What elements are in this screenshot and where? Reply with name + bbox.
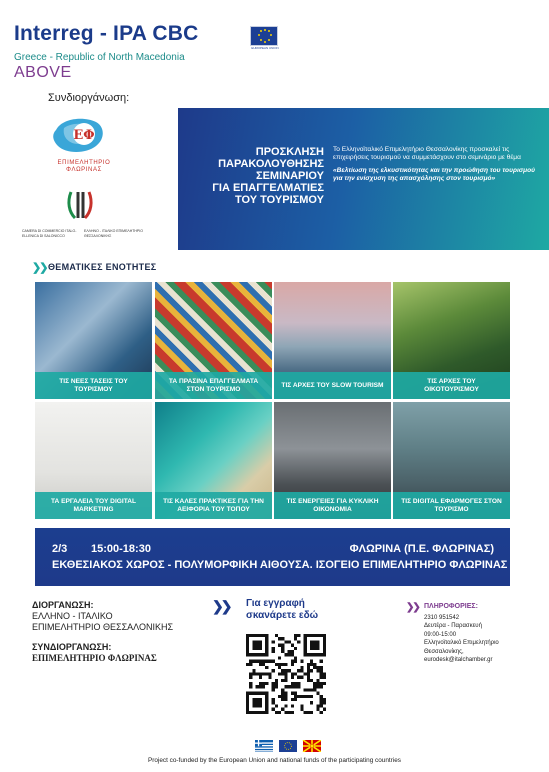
eu-flag-icon [250, 26, 278, 46]
info-days: Δευτέρα - Παρασκευή [424, 623, 482, 630]
banner-body-text: Το Ελληνοϊταλικό Επιμελητήριο Θεσσαλονίκης προσκαλεί τις επιχειρήσεις τουρισμού να συμμετάσχουν στο σεμινάριο με θέμα [333, 146, 521, 161]
topic-tile [274, 282, 391, 399]
chevrons-icon: ❯❯ [406, 602, 419, 613]
topic-caption: ΤΙΣ ΑΡΧΕΣ ΤΟΥ ΟΙΚΟΤΟΥΡΙΣΜΟΥ [393, 372, 510, 399]
banner-quote: «Βελτίωση της ελκυστικότητας και την προώθηση του τουρισμού για την ενίσχυση της απασχόλησης στον τουρισμό» [333, 167, 536, 182]
topic-caption: ΤΙΣ ΑΡΧΕΣ ΤΟΥ SLOW TOURISM [274, 372, 391, 399]
banner-title-line: ΓΙΑ ΕΠΑΓΓΕΛΜΑΤΙΕΣ [212, 182, 324, 194]
topic-tile [155, 282, 272, 399]
organization-line: ΕΠΙΜΕΛΗΤΗΡΙΟ ΘΕΣΣΑΛΟΝΙΚΗΣ [32, 622, 174, 632]
topic-caption: ΤΙΣ ΝΕΕΣ ΤΑΣΕΙΣ ΤΟΥ ΤΟΥΡΙΣΜΟΥ [35, 372, 152, 399]
topic-tile [35, 282, 152, 399]
topic-caption: ΤΑ ΠΡΑΣΙΝΑ ΕΠΑΓΓΕΛΜΑΤΑ ΣΤΟΝ ΤΟΥΡΙΣΜΟ [155, 372, 272, 399]
topic-caption: ΤΙΣ ΕΝΕΡΓΕΙΕΣ ΓΙΑ ΚΥΚΛΙΚΗ ΟΙΚΟΝΟΜΙΑ [274, 492, 391, 519]
banner-title-line: ΠΑΡΑΚΟΛΟΥΘΗΣΗΣ [218, 158, 324, 170]
registration-text: σκανάρετε εδώ [246, 610, 319, 621]
topic-tile [35, 402, 152, 519]
banner-title-line: ΤΟΥ ΤΟΥΡΙΣΜΟΥ [234, 194, 324, 206]
co-organization-label-bottom: ΣΥΝΔΙΟΡΓΑΝΩΣΗ: [32, 642, 112, 652]
info-email[interactable]: eurodesk@italchamber.gr [424, 657, 493, 664]
chamber-name-line1: ΕΠΙΜΕΛΗΤΗΡΙΟ [57, 160, 111, 166]
svg-text:ΕΦ: ΕΦ [73, 128, 95, 143]
info-block [424, 614, 534, 664]
invitation-banner [178, 108, 549, 250]
event-bar [35, 528, 510, 586]
topic-tile [393, 402, 510, 519]
topic-tile [155, 402, 272, 519]
brand-above: ABOVE [14, 64, 72, 81]
eu-caption: EUROPEAN UNION [251, 46, 279, 50]
greece-flag-icon [255, 740, 273, 752]
event-venue: ΕΚΘΕΣΙΑΚΟΣ ΧΩΡΟΣ - ΠΟΛΥΜΟΡΦΙΚΗ ΑΙΘΟΥΣΑ. ΙΣΟΓΕΙΟ ΕΠΙΜΕΛΗΤΗΡΙΟ ΦΛΩΡΙΝΑΣ [52, 559, 508, 571]
brand-subtitle: Greece - Republic of North Macedonia [14, 52, 185, 63]
topic-caption: ΤΑ ΕΡΓΑΛΕΙΑ ΤΟΥ DIGITAL MARKETING [35, 492, 152, 519]
brand-title: Interreg - IPA CBC [14, 22, 199, 45]
event-time: 15:00-18:30 [91, 543, 151, 555]
registration-text: Για εγγραφή [246, 598, 305, 609]
north-macedonia-flag-icon [303, 740, 321, 752]
event-city: ΦΛΩΡΙΝΑ (Π.Ε. ΦΛΩΡΙΝΑΣ) [349, 543, 494, 555]
banner-title-line: ΣΕΜΙΝΑΡΙΟΥ [255, 170, 324, 182]
italian-chamber-name-it: CAMERA DI COMMERCIO ITALO-ELLENICA DI SALONICCO [22, 229, 77, 238]
info-org: Ελληνοϊταλικό Επιμελητήριο [424, 640, 499, 647]
info-city: Θεσσαλονίκης, [424, 648, 464, 655]
topic-tile [274, 402, 391, 519]
banner-body [333, 146, 537, 183]
banner-title [186, 146, 324, 206]
info-phone: 2310 951542 [424, 615, 460, 621]
footer-text: Project co-funded by the European Union and national funds of the participating countries [148, 757, 401, 764]
organization-line: ΕΛΛΗΝΟ - ΙΤΑΛΙΚΟ [32, 611, 113, 621]
topic-caption: ΤΙΣ DIGITAL ΕΦΑΡΜΟΓΕΣ ΣΤΟΝ ΤΟΥΡΙΣΜΟ [393, 492, 510, 519]
banner-title-line: ΠΡΟΣΚΛΗΣΗ [255, 146, 324, 158]
chevrons-icon: ❯❯ [212, 598, 230, 614]
organization-label: ΔΙΟΡΓΑΝΩΣΗ: [32, 600, 94, 610]
italian-chamber-logo-icon [65, 188, 95, 222]
info-hours: 09:00-15:00 [424, 631, 457, 638]
topic-caption: ΤΙΣ ΚΑΛΕΣ ΠΡΑΚΤΙΚΕΣ ΓΙΑ ΤΗΝ ΑΕΙΦΟΡΙΑ ΤΟΥ ΤΟΠΟΥ [155, 492, 272, 519]
registration-qr-code[interactable] [246, 634, 326, 714]
eu-flag-small-icon [279, 740, 297, 752]
co-organization-line: ΕΠΙΜΕΛΗΤΗΡΙΟ ΦΛΩΡΙΝΑΣ [32, 653, 157, 663]
topic-tile [393, 282, 510, 399]
chamber-name-line2: ΦΛΩΡΙΝΑΣ [66, 167, 102, 173]
italian-chamber-name-gr: ΕΛΛΗΝΟ - ΙΤΑΛΙΚΟ ΕΠΙΜΕΛΗΤΗΡΙΟ ΘΕΣΣΑΛΟΝΙΚΗΣ [84, 229, 143, 238]
chevrons-icon: ❯❯ [32, 262, 47, 274]
section-title: ΘΕΜΑΤΙΚΕΣ ΕΝΟΤΗΤΕΣ [48, 262, 157, 272]
event-date: 2/3 [52, 543, 68, 555]
co-organization-label: Συνδιοργάνωση: [48, 92, 130, 104]
info-label: ΠΛΗΡΟΦΟΡΙΕΣ: [424, 603, 478, 610]
footer-flags [255, 740, 321, 752]
